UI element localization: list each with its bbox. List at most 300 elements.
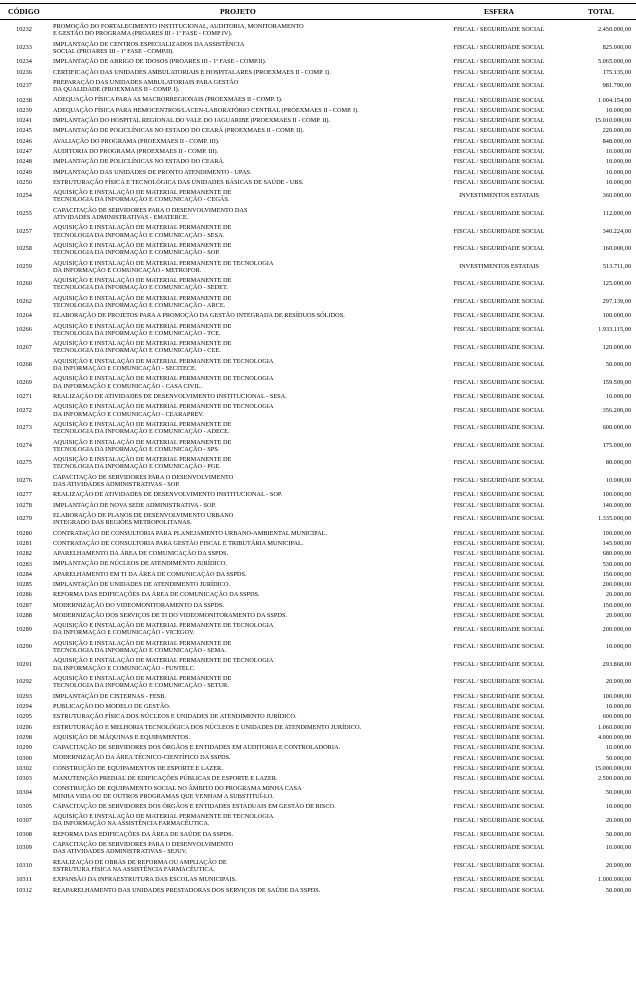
- projeto-line: IMPLANTAÇÃO DE ABRIGO DE IDOSOS (PROARES III - 1ª FASE - COMP.II).: [53, 58, 267, 66]
- cell-esfera: FISCAL / SEGURIDADE SOCIAL: [453, 775, 545, 783]
- projeto-line: IMPLANTAÇÃO DO HOSPITAL REGIONAL DO VALE DO JAGUARIBE (PROEXMAES II - COMP. II).: [53, 117, 331, 124]
- cell-esfera: FISCAL / SEGURIDADE SOCIAL: [453, 678, 545, 686]
- cell-projeto: [53, 224, 425, 238]
- cell-projeto: [53, 540, 425, 547]
- cell-projeto: [53, 148, 425, 155]
- projeto-line: AQUISIÇÃO E INSTALAÇÃO DE MATERIAL PERMANENTE DE: [53, 639, 232, 647]
- projeto-line: REALIZAÇÃO DE OBRAS DE REFORMA OU AMPLIAÇÃO DE: [53, 858, 227, 866]
- table-row: [0, 374, 636, 392]
- projeto-line: PROMOÇÃO DO FORTALECIMENTO INSTITUCIONAL, AUDITORIA, MONITORAMENTO: [53, 23, 304, 30]
- projeto-line: AQUISIÇÃO E INSTALAÇÃO DE MATERIAL PERMANENTE DE: [53, 277, 232, 285]
- cell-codigo: 10247: [16, 148, 32, 156]
- projeto-line: CAPACITAÇÃO DE SERVIDORES DOS ÓRGÃOS E ENTIDADES ESTADUAIS EM GESTÃO DE RISCO.: [53, 802, 336, 810]
- cell-total: 10.000,00: [605, 158, 631, 166]
- cell-esfera: FISCAL / SEGURIDADE SOCIAL: [453, 58, 545, 66]
- cell-codigo: 10286: [16, 591, 32, 599]
- cell-projeto: [53, 340, 425, 354]
- projeto-line: REFORMA DAS EDIFICAÇÕES DA ÁREA DE SAÚDE DA SSPDS.: [53, 830, 234, 838]
- cell-esfera: FISCAL / SEGURIDADE SOCIAL: [453, 378, 545, 386]
- cell-projeto: [53, 754, 425, 761]
- cell-total: 680.000,00: [602, 550, 631, 558]
- table-row: [0, 168, 636, 178]
- projeto-line: DA INFORMAÇÃO E COMUNICAÇÃO - SECITECE.: [53, 365, 197, 372]
- projeto-line: TECNOLOGIA DA INFORMAÇÃO E COMUNICAÇÃO - PGE.: [53, 463, 221, 471]
- cell-total: 50.000,00: [605, 754, 631, 762]
- cell-projeto: [53, 323, 425, 337]
- cell-total: 340.224,00: [602, 227, 631, 235]
- projeto-line: TECNOLOGIA DA INFORMAÇÃO E COMUNICAÇÃO - SPS.: [53, 445, 220, 453]
- projeto-line: AQUISIÇÃO E INSTALAÇÃO DE MATERIAL PERMANENTE DE TECNOLOGIA: [53, 403, 274, 411]
- cell-projeto: [53, 107, 425, 114]
- cell-codigo: 10232: [16, 26, 32, 34]
- cell-total: 200.000,00: [602, 581, 631, 589]
- projeto-line: REALIZAÇÃO DE ATIVIDADES DE DESENVOLVIMENTO INSTITUCIONAL - SESA.: [53, 393, 287, 400]
- projeto-line: AQUISIÇÃO E INSTALAÇÃO DE MATERIAL PERMANENTE DE TECNOLOGIA: [53, 622, 274, 630]
- table-row: [0, 106, 636, 116]
- cell-projeto: [53, 96, 425, 103]
- cell-esfera: FISCAL / SEGURIDADE SOCIAL: [453, 570, 545, 578]
- projeto-line: AQUISIÇÃO E INSTALAÇÃO DE MATERIAL PERMANENTE DE TECNOLOGIA: [53, 813, 274, 821]
- header-codigo: CÓDIGO: [8, 7, 40, 16]
- cell-total: 513.711,00: [602, 262, 631, 270]
- projeto-line: DA INFORMAÇÃO E COMUNICAÇÃO - VICEGOV.: [53, 629, 195, 637]
- cell-esfera: FISCAL / SEGURIDADE SOCIAL: [453, 158, 545, 166]
- cell-total: 20.000,00: [605, 591, 631, 599]
- cell-projeto: [53, 693, 425, 700]
- table-row: [0, 858, 636, 876]
- cell-projeto: [53, 831, 425, 838]
- projeto-line: AQUISIÇÃO E INSTALAÇÃO DE MATERIAL PERMANENTE DE: [53, 340, 232, 348]
- table-row: [0, 294, 636, 312]
- cell-projeto: [53, 803, 425, 810]
- cell-codigo: 10312: [16, 886, 32, 894]
- cell-esfera: FISCAL / SEGURIDADE SOCIAL: [453, 803, 545, 811]
- cell-total: 20.000,00: [605, 612, 631, 620]
- cell-total: 2.450.000,00: [597, 26, 631, 34]
- cell-total: 50.000,00: [605, 830, 631, 838]
- cell-esfera: FISCAL / SEGURIDADE SOCIAL: [453, 830, 545, 838]
- cell-total: 297.139,00: [602, 298, 631, 306]
- table-row: [0, 875, 636, 885]
- cell-codigo: 10236: [16, 68, 32, 76]
- table-row: [0, 157, 636, 167]
- projeto-line: ESTRUTURA FÍSICA NA ASSISTÊNCIA FARMACÊUTICA.: [53, 865, 215, 873]
- cell-projeto: [53, 491, 425, 498]
- projeto-line: AUDITORIA DO PROGRAMA (PROEXMAES II - COMP. III).: [53, 147, 219, 155]
- cell-codigo: 10268: [16, 361, 32, 369]
- table-row: [0, 621, 636, 639]
- projeto-line: TECNOLOGIA DA INFORMAÇÃO E COMUNICAÇÃO - SETUR.: [53, 682, 229, 690]
- cell-total: 125.000,00: [602, 280, 631, 288]
- cell-codigo: 10294: [16, 703, 32, 711]
- cell-projeto: [53, 375, 425, 389]
- cell-projeto: [53, 456, 425, 470]
- cell-esfera: FISCAL / SEGURIDADE SOCIAL: [453, 168, 545, 176]
- cell-esfera: FISCAL / SEGURIDADE SOCIAL: [453, 178, 545, 186]
- cell-esfera: FISCAL / SEGURIDADE SOCIAL: [453, 117, 545, 125]
- table-row: [0, 206, 636, 224]
- cell-codigo: 10285: [16, 581, 32, 589]
- cell-esfera: FISCAL / SEGURIDADE SOCIAL: [453, 312, 545, 320]
- cell-codigo: 10311: [16, 876, 32, 884]
- cell-esfera: FISCAL / SEGURIDADE SOCIAL: [453, 625, 545, 633]
- cell-codigo: 10279: [16, 515, 32, 523]
- table-row: [0, 784, 636, 802]
- table-row: [0, 692, 636, 702]
- table-row: [0, 116, 636, 126]
- projeto-line: TECNOLOGIA DA INFORMAÇÃO E COMUNICAÇÃO - ARCE.: [53, 301, 226, 309]
- projeto-line: AQUISIÇÃO DE MÁQUINAS E EQUIPAMENTOS.: [53, 733, 190, 741]
- cell-projeto: [53, 813, 425, 827]
- cell-codigo: 10283: [16, 560, 32, 568]
- cell-esfera: FISCAL / SEGURIDADE SOCIAL: [453, 703, 545, 711]
- table-row: [0, 559, 636, 569]
- projeto-line: IMPLANTAÇÃO DE POLICLÍNICAS NO ESTADO DO CEARÁ (PROEXMAES II - COMP. II).: [53, 127, 305, 135]
- cell-projeto: [53, 260, 425, 274]
- cell-esfera: FISCAL / SEGURIDADE SOCIAL: [453, 210, 545, 218]
- cell-esfera: FISCAL / SEGURIDADE SOCIAL: [453, 127, 545, 135]
- table-row: [0, 743, 636, 753]
- projeto-line: TECNOLOGIA DA INFORMAÇÃO E COMUNICAÇÃO - CEE.: [53, 347, 221, 355]
- projeto-line: TECNOLOGIA DA INFORMAÇÃO E COMUNICAÇÃO - SEDET.: [53, 284, 228, 292]
- projeto-line: IMPLANTAÇÃO DE CISTERNAS - FESB.: [53, 692, 167, 700]
- projeto-line: EXPANSÃO DA INFRAESTRUTURA DAS ESCOLAS MUNICIPAIS.: [53, 876, 237, 884]
- projeto-line: TECNOLOGIA DA INFORMAÇÃO E COMUNICAÇÃO - ADECE.: [53, 428, 230, 436]
- cell-total: 10.000,00: [605, 393, 631, 401]
- cell-esfera: FISCAL / SEGURIDADE SOCIAL: [453, 581, 545, 589]
- cell-total: 120.000,00: [602, 343, 631, 351]
- cell-projeto: [53, 785, 425, 799]
- cell-codigo: 10281: [16, 539, 32, 547]
- cell-projeto: [53, 41, 425, 55]
- cell-total: 160.000,00: [602, 245, 631, 253]
- cell-total: 600.000,00: [602, 713, 631, 721]
- projeto-line: TECNOLOGIA DA INFORMAÇÃO E COMUNICAÇÃO - SOP.: [53, 249, 220, 257]
- table-row: [0, 511, 636, 529]
- projeto-line: DA INFORMAÇÃO E COMUNICAÇÃO - METROFOR.: [53, 266, 202, 274]
- cell-esfera: FISCAL / SEGURIDADE SOCIAL: [453, 723, 545, 731]
- cell-total: 50.000,00: [605, 361, 631, 369]
- projeto-line: AQUISIÇÃO E INSTALAÇÃO DE MATERIAL PERMANENTE DE: [53, 456, 232, 464]
- cell-codigo: 10303: [16, 775, 32, 783]
- cell-total: 1.000.000,00: [597, 876, 631, 884]
- projeto-line: AQUISIÇÃO E INSTALAÇÃO DE MATERIAL PERMANENTE DE: [53, 322, 232, 330]
- table-row: [0, 339, 636, 357]
- cell-projeto: [53, 207, 425, 221]
- cell-codigo: 10287: [16, 601, 32, 609]
- cell-projeto: [53, 474, 425, 488]
- cell-codigo: 10271: [16, 393, 32, 401]
- cell-esfera: FISCAL / SEGURIDADE SOCIAL: [453, 886, 545, 894]
- cell-codigo: 10249: [16, 168, 32, 176]
- cell-total: 159.509,00: [602, 378, 631, 386]
- cell-projeto: [53, 358, 425, 372]
- cell-esfera: INVESTIMENTOS ESTATAIS: [459, 192, 539, 200]
- projeto-line: INTEGRADO DAS REGIÕES METROPOLITANAS.: [53, 519, 192, 527]
- table-row: [0, 420, 636, 438]
- cell-codigo: 10239: [16, 106, 32, 114]
- projeto-line: IMPLANTAÇÃO DE NOVA SEDE ADMINISTRATIVA - SOP.: [53, 501, 216, 509]
- cell-total: 10.000,00: [605, 744, 631, 752]
- cell-total: 10.000,00: [605, 148, 631, 156]
- projeto-line: ADEQUAÇÃO FÍSICA PARA HEMOCENTROS/LACEN-LABORATÓRIO CENTRAL (PROEXMAES II - COMP. I).: [53, 106, 359, 114]
- cell-total: 100.000,00: [602, 692, 631, 700]
- cell-total: 2.500.000,00: [597, 775, 631, 783]
- cell-projeto: [53, 640, 425, 654]
- table-row: [0, 311, 636, 321]
- cell-total: 190.000,00: [602, 529, 631, 537]
- cell-esfera: FISCAL / SEGURIDADE SOCIAL: [453, 96, 545, 104]
- cell-codigo: 10309: [16, 844, 32, 852]
- cell-projeto: [53, 439, 425, 453]
- projeto-line: APARELHAMENTO DA ÁREA DE COMUNICAÇÃO DA SSPDS.: [53, 550, 229, 558]
- cell-projeto: [53, 69, 425, 76]
- projeto-line: DAS ATIVIDADES ADMINISTRATIVAS - SEJUV.: [53, 848, 187, 856]
- cell-codigo: 10241: [16, 117, 32, 125]
- cell-total: 10.000,00: [605, 168, 631, 176]
- cell-total: 4.000.000,00: [597, 733, 631, 741]
- cell-total: 5.065.000,00: [597, 58, 631, 66]
- cell-codigo: 10291: [16, 660, 32, 668]
- projeto-line: CAPACITAÇÃO DE SERVIDORES DOS ÓRGÃOS E ENTIDADES EM AUDITORIA E CONTROLADORIA.: [53, 744, 341, 752]
- cell-codigo: 10293: [16, 692, 32, 700]
- cell-codigo: 10238: [16, 96, 32, 104]
- cell-codigo: 10269: [16, 378, 32, 386]
- table-row: [0, 830, 636, 840]
- cell-codigo: 10272: [16, 406, 32, 414]
- cell-esfera: FISCAL / SEGURIDADE SOCIAL: [453, 515, 545, 523]
- projeto-line: AQUISIÇÃO E INSTALAÇÃO DE MATERIAL PERMANENTE DE: [53, 438, 232, 446]
- table-row: [0, 753, 636, 763]
- cell-codigo: 10288: [16, 612, 32, 620]
- table-row: [0, 126, 636, 136]
- projeto-line: CONSTRUÇÃO DE EQUIPAMENTO SOCIAL NO ÂMBITO DO PROGRAMA MINHA CASA: [53, 785, 302, 793]
- cell-projeto: [53, 744, 425, 751]
- cell-codigo: 10276: [16, 477, 32, 485]
- table-row: [0, 812, 636, 830]
- cell-codigo: 10250: [16, 178, 32, 186]
- cell-total: 848.000,00: [602, 137, 631, 145]
- cell-esfera: FISCAL / SEGURIDADE SOCIAL: [453, 424, 545, 432]
- projeto-line: IMPLANTAÇÃO DE CENTROS ESPECIALIZADOS DA ASSISTÊNCIA: [53, 40, 245, 48]
- cell-projeto: [53, 591, 425, 598]
- cell-total: 530.000,00: [602, 560, 631, 568]
- projeto-line: CAPACITAÇÃO DE SERVIDORES PARA O DESENVOLVIMENTO: [53, 841, 234, 849]
- projeto-line: MODERNIZAÇÃO DA ÁREA TÉCNICO-CIENTÍFICO DA SSPDS.: [53, 754, 231, 762]
- cell-projeto: [53, 117, 425, 124]
- projeto-line: SOCIAL (PROARES III - 1ª FASE - COMP.II).: [53, 47, 174, 55]
- projeto-line: CERTIFICAÇÃO DAS UNIDADES AMBULATORIAIS E HOSPITALARES (PROEXMAES II - COMP. I).: [53, 68, 331, 76]
- cell-codigo: 10246: [16, 137, 32, 145]
- cell-esfera: FISCAL / SEGURIDADE SOCIAL: [453, 406, 545, 414]
- projeto-line: AQUISIÇÃO E INSTALAÇÃO DE MATERIAL PERMANENTE DE TECNOLOGIA: [53, 259, 274, 267]
- cell-esfera: FISCAL / SEGURIDADE SOCIAL: [453, 713, 545, 721]
- cell-esfera: FISCAL / SEGURIDADE SOCIAL: [453, 43, 545, 51]
- cell-total: 293.868,00: [602, 660, 631, 668]
- cell-esfera: FISCAL / SEGURIDADE SOCIAL: [453, 612, 545, 620]
- cell-projeto: [53, 179, 425, 186]
- table-row: [0, 22, 636, 40]
- cell-codigo: 10266: [16, 325, 32, 333]
- cell-esfera: FISCAL / SEGURIDADE SOCIAL: [453, 477, 545, 485]
- cell-projeto: [53, 571, 425, 578]
- cell-codigo: 10308: [16, 830, 32, 838]
- cell-projeto: [53, 502, 425, 509]
- table-row: [0, 241, 636, 259]
- projeto-line: TECNOLOGIA DA INFORMAÇÃO E COMUNICAÇÃO - TCE.: [53, 329, 221, 337]
- table-row: [0, 392, 636, 402]
- projeto-line: CONTRATAÇÃO DE CONSULTORIA PARA GESTÃO FISCAL E TRIBUTÁRIA MUNICIPAL.: [53, 539, 304, 547]
- cell-esfera: FISCAL / SEGURIDADE SOCIAL: [453, 529, 545, 537]
- cell-projeto: [53, 859, 425, 873]
- cell-codigo: 10289: [16, 625, 32, 633]
- cell-codigo: 10257: [16, 227, 32, 235]
- cell-codigo: 10255: [16, 210, 32, 218]
- cell-projeto: [53, 403, 425, 417]
- table-row: [0, 501, 636, 511]
- table-row: [0, 656, 636, 674]
- cell-codigo: 10259: [16, 262, 32, 270]
- projeto-line: MANUTENÇÃO PREDIAL DE EDIFICAÇÕES PÚBLICAS DE ESPORTE E LAZER.: [53, 775, 278, 782]
- projeto-line: MODERNIZAÇÃO DOS SERVIÇOS DE TI DO VIDEOMONITORAMENTO DA SSPDS.: [53, 611, 287, 619]
- table-row: [0, 611, 636, 621]
- cell-projeto: [53, 550, 425, 557]
- projeto-line: TECNOLOGIA DA INFORMAÇÃO E COMUNICAÇÃO - SESA.: [53, 231, 225, 239]
- projeto-line: ADEQUAÇÃO FÍSICA PARA AS MACRORREGIONAIS (PROEXMAES II - COMP. I).: [53, 96, 283, 104]
- table-row: [0, 259, 636, 277]
- table-row: [0, 490, 636, 500]
- cell-codigo: 10302: [16, 764, 32, 772]
- cell-projeto: [53, 713, 425, 720]
- header-projeto: PROJETO: [220, 7, 256, 16]
- cell-projeto: [53, 58, 425, 65]
- projeto-line: IMPLANTAÇÃO DE UNIDADES DE ATENDIMENTO JURÍDICO.: [53, 581, 231, 588]
- cell-total: 20.000,00: [605, 816, 631, 824]
- table-row: [0, 57, 636, 67]
- projeto-line: E GESTÃO DO PROGRAMA (PROARES III - 1ª FASE - COMP IV).: [53, 30, 233, 38]
- cell-codigo: 10298: [16, 733, 32, 741]
- cell-esfera: FISCAL / SEGURIDADE SOCIAL: [453, 393, 545, 401]
- cell-total: 50.000,00: [605, 886, 631, 894]
- table-row: [0, 674, 636, 692]
- table-row: [0, 702, 636, 712]
- cell-projeto: [53, 775, 425, 782]
- cell-esfera: FISCAL / SEGURIDADE SOCIAL: [453, 325, 545, 333]
- table-header: [0, 2, 636, 20]
- cell-esfera: FISCAL / SEGURIDADE SOCIAL: [453, 26, 545, 34]
- cell-codigo: 10245: [16, 127, 32, 135]
- cell-esfera: FISCAL / SEGURIDADE SOCIAL: [453, 754, 545, 762]
- cell-total: 10.000,00: [605, 477, 631, 485]
- projeto-line: AQUISIÇÃO E INSTALAÇÃO DE MATERIAL PERMANENTE DE: [53, 189, 232, 197]
- cell-projeto: [53, 189, 425, 203]
- cell-projeto: [53, 169, 425, 176]
- projeto-line: PREPARAÇÃO DAS UNIDADES AMBULATORIAIS PARA GESTÃO: [53, 78, 239, 86]
- cell-total: 100.000,00: [602, 491, 631, 499]
- projeto-line: REFORMA DAS EDIFICAÇÕES DA ÁREA DE COMUNICAÇÃO DA SSPDS.: [53, 591, 260, 599]
- projeto-line: IMPLANTAÇÃO DAS UNIDADES DE PRONTO ATENDIMENTO - UPAS.: [53, 168, 252, 176]
- cell-esfera: FISCAL / SEGURIDADE SOCIAL: [453, 501, 545, 509]
- cell-codigo: 10278: [16, 501, 32, 509]
- cell-projeto: [53, 724, 425, 731]
- cell-codigo: 10254: [16, 192, 32, 200]
- projeto-line: TECNOLOGIA DA INFORMAÇÃO E COMUNICAÇÃO - CEGÁS.: [53, 196, 230, 204]
- cell-total: 175.000,00: [602, 441, 631, 449]
- cell-total: 150.000,00: [602, 570, 631, 578]
- cell-esfera: FISCAL / SEGURIDADE SOCIAL: [453, 816, 545, 824]
- cell-total: 20.000,00: [605, 678, 631, 686]
- table-row: [0, 188, 636, 206]
- projeto-line: AQUISIÇÃO E INSTALAÇÃO DE MATERIAL PERMANENTE DE: [53, 420, 232, 428]
- projeto-line: REALIZAÇÃO DE ATIVIDADES DE DESENVOLVIMENTO INSTITUCIONAL - SOP.: [53, 491, 283, 499]
- cell-total: 15.000.000,00: [594, 764, 631, 772]
- cell-projeto: [53, 612, 425, 619]
- cell-codigo: 10234: [16, 58, 32, 66]
- cell-esfera: FISCAL / SEGURIDADE SOCIAL: [453, 68, 545, 76]
- cell-codigo: 10275: [16, 459, 32, 467]
- table-row: [0, 733, 636, 743]
- projeto-line: DA INFORMAÇÃO E COMUNICAÇÃO - CEARAPREV.: [53, 410, 204, 418]
- cell-codigo: 10277: [16, 491, 32, 499]
- projeto-line: CAPACITAÇÃO DE SERVIDORES PARA O DESENVOLVIMENTO: [53, 473, 234, 481]
- table-row: [0, 68, 636, 78]
- table-row: [0, 580, 636, 590]
- projeto-line: ESTRUTURAÇÃO FÍSICA DOS NÚCLEOS E UNIDADES DE ATENDIMENTO JURÍDICO.: [53, 713, 297, 721]
- cell-projeto: [53, 703, 425, 710]
- cell-codigo: 10267: [16, 343, 32, 351]
- cell-projeto: [53, 887, 425, 894]
- cell-esfera: FISCAL / SEGURIDADE SOCIAL: [453, 733, 545, 741]
- projeto-line: PUBLICAÇÃO DO MODELO DE GESTÃO.: [53, 702, 171, 710]
- projeto-line: APARELHAMENTO EM TI DA ÁREA DE COMUNICAÇÃO DA SSPDS.: [53, 570, 247, 578]
- cell-total: 825.000,00: [602, 43, 631, 51]
- cell-projeto: [53, 79, 425, 93]
- cell-esfera: FISCAL / SEGURIDADE SOCIAL: [453, 491, 545, 499]
- cell-esfera: FISCAL / SEGURIDADE SOCIAL: [453, 227, 545, 235]
- cell-projeto: [53, 602, 425, 609]
- cell-total: 1.060.000,00: [597, 723, 631, 731]
- cell-codigo: 10296: [16, 723, 32, 731]
- cell-esfera: FISCAL / SEGURIDADE SOCIAL: [453, 298, 545, 306]
- table-row: [0, 764, 636, 774]
- cell-esfera: INVESTIMENTOS ESTATAIS: [459, 262, 539, 270]
- cell-total: 356.200,00: [602, 406, 631, 414]
- cell-esfera: FISCAL / SEGURIDADE SOCIAL: [453, 137, 545, 145]
- table-row: [0, 322, 636, 340]
- cell-esfera: FISCAL / SEGURIDADE SOCIAL: [453, 245, 545, 253]
- cell-total: 200.000,00: [602, 625, 631, 633]
- cell-total: 600.000,00: [602, 424, 631, 432]
- projeto-line: CONSTRUÇÃO DE EQUIPAMENTOS DE ESPORTE E LAZER.: [53, 764, 223, 772]
- cell-total: 360.000,00: [602, 192, 631, 200]
- cell-esfera: FISCAL / SEGURIDADE SOCIAL: [453, 148, 545, 156]
- table-row: [0, 223, 636, 241]
- table-row: [0, 40, 636, 58]
- cell-esfera: FISCAL / SEGURIDADE SOCIAL: [453, 361, 545, 369]
- cell-codigo: 10233: [16, 43, 32, 51]
- cell-total: 140.000,00: [602, 501, 631, 509]
- cell-esfera: FISCAL / SEGURIDADE SOCIAL: [453, 441, 545, 449]
- projeto-line: DAS ATIVIDADES ADMINISTRATIVAS - SOP.: [53, 480, 180, 488]
- cell-codigo: 10299: [16, 744, 32, 752]
- cell-total: 112.000,00: [602, 210, 631, 218]
- cell-codigo: 10290: [16, 643, 32, 651]
- cell-total: 145.000,00: [602, 539, 631, 547]
- cell-projeto: [53, 675, 425, 689]
- table-row: [0, 601, 636, 611]
- cell-codigo: 10304: [16, 788, 32, 796]
- cell-esfera: FISCAL / SEGURIDADE SOCIAL: [453, 591, 545, 599]
